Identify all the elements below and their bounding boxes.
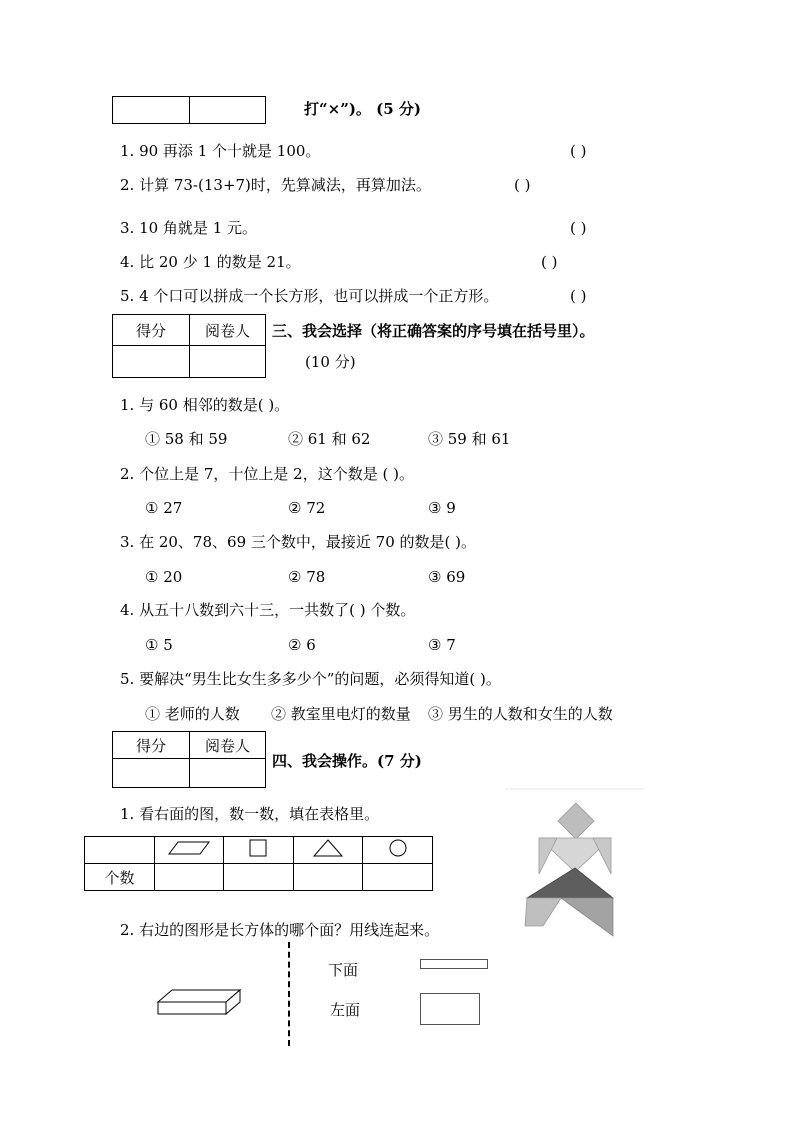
circle-icon	[386, 838, 410, 858]
left-leg-parallelogram	[525, 898, 561, 926]
count-input-parallelogram[interactable]	[155, 864, 224, 891]
tf-paren-5[interactable]: ( )	[570, 287, 587, 305]
right-leg-triangle	[561, 898, 613, 936]
tf-paren-3[interactable]: ( )	[570, 219, 587, 237]
reviewer-cell[interactable]	[190, 759, 266, 788]
count-input-circle[interactable]	[363, 864, 433, 891]
mc-option[interactable]: ① 58 和 59	[145, 430, 228, 448]
score-cell[interactable]	[113, 97, 190, 124]
face-label-bottom: 下面	[328, 961, 359, 979]
mc-option[interactable]: ③ 9	[428, 499, 456, 517]
left-arm-triangle	[539, 838, 557, 874]
mc-question-4: 4. 从五十八数到六十三，一共数了( ) 个数。	[120, 601, 416, 619]
op-question-2: 2. 右边的图形是长方体的哪个面？用线连起来。	[120, 921, 440, 939]
tf-item-1: 1. 90 再添 1 个十就是 100。	[120, 142, 321, 160]
triangle-icon	[311, 838, 345, 858]
tf-paren-2[interactable]: ( )	[514, 176, 531, 194]
mc-option[interactable]: ③ 男生的人数和女生的人数	[428, 705, 613, 723]
bottom-face-rect[interactable]	[420, 959, 488, 969]
section3-points: (10 分)	[305, 353, 356, 371]
tf-item-2: 2. 计算 73-(13+7)时，先算减法，再算加法。	[120, 176, 431, 194]
count-input-square[interactable]	[224, 864, 294, 891]
mc-option[interactable]: ② 6	[288, 636, 316, 654]
mc-question-3: 3. 在 20、78、69 三个数中，最接近 70 的数是( )。	[120, 533, 476, 551]
count-label: 个数	[85, 864, 155, 891]
mc-option[interactable]: ① 5	[145, 636, 173, 654]
mc-option[interactable]: ③ 7	[428, 636, 456, 654]
mc-option[interactable]: ① 27	[145, 499, 183, 517]
section3-title: 三、我会选择（将正确答案的序号填在括号里）。	[272, 322, 595, 340]
mc-question-2: 2. 个位上是 7，十位上是 2，这个数是 ( )。	[120, 465, 414, 483]
header-blank-cell	[85, 837, 155, 864]
mc-option[interactable]: ① 20	[145, 568, 183, 586]
section2-header-tail: 打“×”)。 (5 分)	[304, 100, 421, 118]
mc-option[interactable]: ① 老师的人数	[145, 705, 240, 723]
score-label: 得分	[113, 315, 190, 346]
cuboid-front-face	[158, 1002, 226, 1014]
score-label: 得分	[113, 732, 190, 759]
parallelogram-header	[155, 837, 224, 864]
mc-question-1: 1. 与 60 相邻的数是( )。	[120, 396, 290, 414]
dashed-divider	[288, 942, 290, 1046]
score-cell[interactable]	[113, 346, 190, 378]
mc-option[interactable]: ③ 69	[428, 568, 466, 586]
reviewer-cell[interactable]	[190, 346, 266, 378]
score-cell[interactable]	[113, 759, 190, 788]
circle-header	[363, 837, 433, 864]
figure-top-line	[505, 788, 645, 790]
head-square	[558, 803, 594, 839]
score-box-section3	[112, 314, 266, 378]
tangram-figure	[505, 788, 645, 940]
square-header	[224, 837, 294, 864]
tf-item-4: 4. 比 20 少 1 的数是 21。	[120, 253, 301, 271]
mc-option[interactable]: ② 72	[288, 499, 326, 517]
tf-paren-4[interactable]: ( )	[541, 253, 558, 271]
triangle-header	[294, 837, 363, 864]
cuboid-figure	[152, 988, 246, 1022]
left-face-rect[interactable]	[420, 993, 480, 1025]
tf-item-5: 5. 4 个口可以拼成一个长方形，也可以拼成一个正方形。	[120, 287, 499, 305]
square-icon	[247, 838, 271, 858]
mc-option[interactable]: ② 61 和 62	[288, 430, 371, 448]
section4-title: 四、我会操作。(7 分)	[272, 752, 422, 770]
score-box-section4	[112, 731, 266, 788]
op-question-1: 1. 看右面的图，数一数，填在表格里。	[120, 805, 380, 823]
reviewer-cell[interactable]	[190, 97, 266, 124]
face-label-left: 左面	[330, 1001, 361, 1019]
reviewer-label: 阅卷人	[190, 315, 266, 346]
tf-paren-1[interactable]: ( )	[570, 142, 587, 160]
score-box-top	[112, 96, 266, 124]
mc-option[interactable]: ③ 59 和 61	[428, 430, 511, 448]
right-arm-triangle	[593, 838, 611, 874]
parallelogram-icon	[164, 839, 214, 857]
count-input-triangle[interactable]	[294, 864, 363, 891]
shape-count-table	[84, 836, 433, 891]
mc-option[interactable]: ② 教室里电灯的数量	[271, 705, 411, 723]
tf-item-3: 3. 10 角就是 1 元。	[120, 219, 258, 237]
reviewer-label: 阅卷人	[190, 732, 266, 759]
mc-question-5: 5. 要解决“男生比女生多多少个”的问题，必须得知道( )。	[120, 670, 501, 688]
mc-option[interactable]: ② 78	[288, 568, 326, 586]
